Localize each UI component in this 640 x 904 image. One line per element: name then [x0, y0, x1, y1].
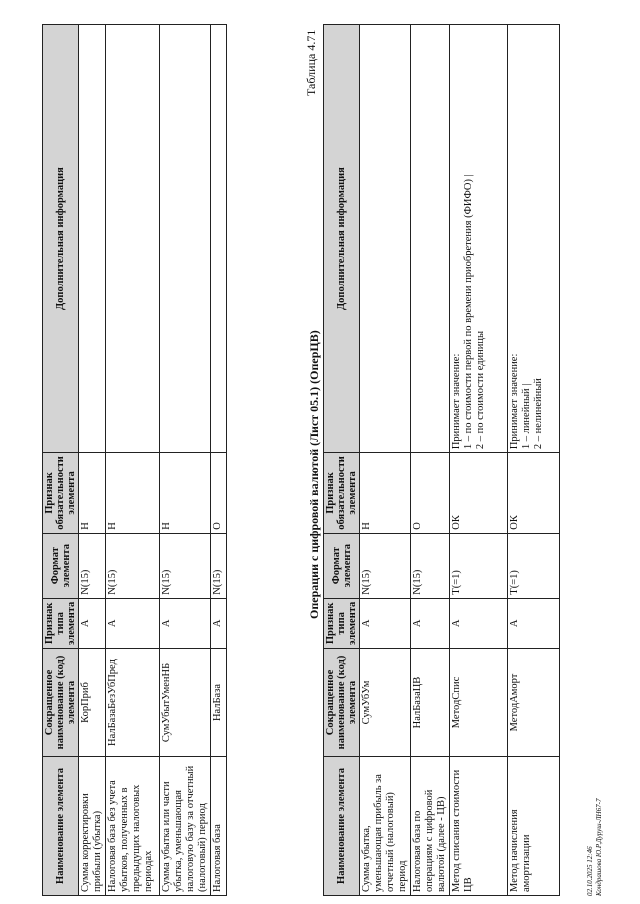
cell-type: А — [450, 598, 508, 648]
table-row — [211, 25, 227, 896]
cell-format: N(15) — [79, 533, 106, 598]
cell-name: Сумма убытка, уменьшающая прибыль за отчетный (налоговый) период — [360, 757, 411, 896]
table-caption: Операции с цифровой валютой (Лист 05.1) (ОперЦВ) — [307, 330, 321, 619]
table-header-row — [43, 25, 79, 896]
cell-type: А — [508, 598, 560, 648]
cell-mandatory: Н — [360, 453, 411, 534]
header-type: Признак типа элемента — [43, 598, 79, 648]
table-row — [106, 25, 160, 896]
cell-name: Налоговая база по операциям с цифровой валютой (далее - ЦВ) — [411, 757, 450, 896]
cell-format: T(=1) — [450, 533, 508, 598]
cell-type: А — [211, 598, 227, 648]
cell-short: СумУбытУменНБ — [160, 649, 211, 757]
header-name: Наименование элемента — [324, 757, 360, 896]
header-format: Формат элемента — [324, 533, 360, 598]
cell-short: МетодАморт — [508, 649, 560, 757]
cell-format: N(15) — [411, 533, 450, 598]
table-row — [360, 25, 411, 896]
cell-mandatory: Н — [79, 453, 106, 534]
cell-extra — [211, 25, 227, 453]
table-row — [160, 25, 211, 896]
cell-short: НалБазаБезУбПред — [106, 649, 160, 757]
cell-format: N(15) — [211, 533, 227, 598]
table-row — [411, 25, 450, 896]
header-mandatory: Признак обязательности элемента — [324, 453, 360, 534]
table-row — [450, 25, 508, 896]
cell-name: Сумма корректировки прибыли (убытка) — [79, 757, 106, 896]
cell-mandatory: ОК — [508, 453, 560, 534]
table-header-row — [324, 25, 360, 896]
cell-extra: Принимает значение: 1 – по стоимости первой по времени приобретения (ФИФО) | 2 – по стоимости единицы — [450, 25, 508, 453]
cell-name: Сумма убытка или части убытка, уменьшающая налоговую базу за отчетный (налоговый) период — [160, 757, 211, 896]
footer-stamp — [586, 799, 604, 896]
header-type: Признак типа элемента — [324, 598, 360, 648]
cell-mandatory: ОК — [450, 453, 508, 534]
cell-type: А — [360, 598, 411, 648]
cell-extra: Принимает значение: 1 – линейный | 2 – нелинейный — [508, 25, 560, 453]
cell-name: Метод списания стоимости ЦВ — [450, 757, 508, 896]
cell-extra — [411, 25, 450, 453]
cell-short: НалБаза — [211, 649, 227, 757]
cell-format: T(=1) — [508, 533, 560, 598]
header-format: Формат элемента — [43, 533, 79, 598]
cell-name: Налоговая база — [211, 757, 227, 896]
header-short: Сокращенное наименование (код) элемента — [43, 649, 79, 757]
cell-extra — [106, 25, 160, 453]
cell-extra — [360, 25, 411, 453]
footer-date: 02.10.2025 12:46 — [586, 846, 594, 896]
cell-short: СумУбУм — [360, 649, 411, 757]
cell-extra — [79, 25, 106, 453]
cell-type: А — [411, 598, 450, 648]
cell-format: N(15) — [360, 533, 411, 598]
cell-format: N(15) — [160, 533, 211, 598]
elements-table-continued — [42, 24, 227, 896]
cell-type: А — [79, 598, 106, 648]
header-extra: Дополнительная информация — [43, 25, 79, 453]
header-extra: Дополнительная информация — [324, 25, 360, 453]
cell-mandatory: О — [411, 453, 450, 534]
header-name: Наименование элемента — [43, 757, 79, 896]
cell-format: N(15) — [106, 533, 160, 598]
table-row — [79, 25, 106, 896]
crypto-operations-table — [323, 24, 560, 896]
table-row — [508, 25, 560, 896]
header-mandatory: Признак обязательности элемента — [43, 453, 79, 534]
cell-name: Налоговая база без учета убытков, полученных в предыдущих налоговых периодах — [106, 757, 160, 896]
header-short: Сокращенное наименование (код) элемента — [324, 649, 360, 757]
cell-type: А — [106, 598, 160, 648]
table-number: Таблица 4.71 — [304, 29, 318, 96]
cell-extra — [160, 25, 211, 453]
cell-type: А — [160, 598, 211, 648]
cell-short: КорПриб — [79, 649, 106, 757]
cell-name: Метод начисления амортизации — [508, 757, 560, 896]
footer-signature: Кондрашова Ю.Р.Дуруш-ЛН67-7 — [595, 798, 603, 896]
cell-short: НалБазаЦВ — [411, 649, 450, 757]
cell-mandatory: Н — [160, 453, 211, 534]
cell-short: МетодСпис — [450, 649, 508, 757]
cell-mandatory: Н — [106, 453, 160, 534]
cell-mandatory: О — [211, 453, 227, 534]
